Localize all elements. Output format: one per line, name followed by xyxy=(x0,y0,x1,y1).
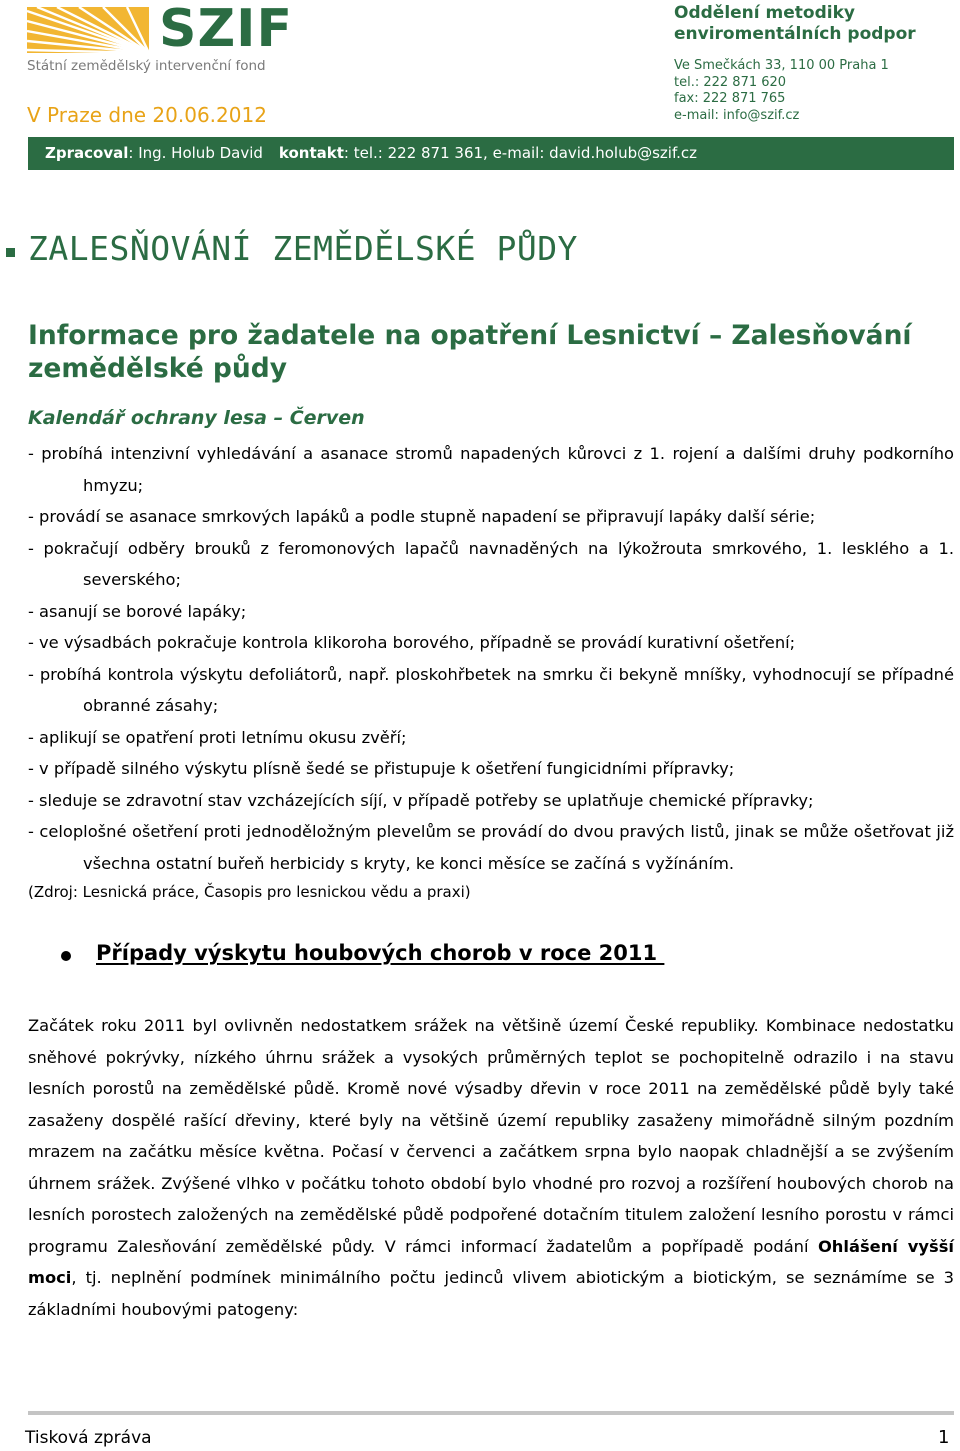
prepared-label: Zpracoval xyxy=(45,144,129,162)
square-bullet-icon xyxy=(6,248,15,257)
contact-block xyxy=(674,58,889,124)
list-item: - provádí se asanace smrkových lapáků a podle stupně napadení se připravují lapáky další série; xyxy=(28,507,816,526)
contact-fax: fax: 222 871 765 xyxy=(674,91,786,106)
page-number: 1 xyxy=(938,1427,950,1448)
paragraph-text-end: , tj. neplnění podmínek minimálního počtu jedinců vlivem abiotickým a biotickým, se seznámíme se 3 základními houbovými patogeny: xyxy=(28,1268,954,1319)
list-item: - sleduje se zdravotní stav vzcházejících síjí, v případě potřeby se uplatňuje chemické přípravky; xyxy=(28,790,814,810)
contact-email[interactable]: e-mail: info@szif.cz xyxy=(674,107,800,123)
list-item: - v případě silného výskytu plísně šedé se přistupuje k ošetření fungicidními přípravky; xyxy=(28,759,735,778)
list-item: - asanují se borové lapáky; xyxy=(28,601,247,621)
contact-address: Ve Smečkách 33, 110 00 Praha 1 xyxy=(674,58,889,73)
author-bar xyxy=(28,137,954,170)
list-item: - celoplošné ošetření proti jednoděložným plevelům se provádí do dvou pravých listů, jinak se může ošetřovat již všechna ostatní buřeň herbicidy s kryty, ke konci měsíce se začíná s vyžínáním. xyxy=(28,822,954,873)
logo-wordmark: SZIF xyxy=(159,0,294,59)
department-name: Oddělení metodiky enviromentálních podpor xyxy=(674,3,916,44)
logo-subtitle: Státní zemědělský intervenční fond xyxy=(27,58,266,74)
szif-logo xyxy=(27,0,294,77)
subtitle: Informace pro žadatele na opatření Lesnictví – Zalesňování zemědělské půdy xyxy=(28,320,912,384)
sun-rays-logo-icon xyxy=(27,7,149,53)
round-bullet-icon xyxy=(61,951,71,961)
list-item: - aplikují se opatření proti letnímu okusu zvěří; xyxy=(28,727,407,747)
prepared-value: : Ing. Holub David xyxy=(128,144,263,162)
calendar-list xyxy=(28,438,954,879)
calendar-heading: Kalendář ochrany lesa – Červen xyxy=(28,407,365,429)
footer-label: Tisková zpráva xyxy=(25,1428,152,1448)
paragraph-text-start: Začátek roku 2011 byl ovlivněn nedostatkem srážek na většině území České republiky. Kombinace nedostatku sněhové pokrývky, nízkého úhrnu srážek a vysokých průměrných teplot se pochopitelně odrazilo i na stavu lesních porostů na zemědělské půdě. Kromě nové výsadby dřevin v roce 2011 na zemědělské půdě byly také zasaženy dospělé rašící dřeviny, které byly na většině území republiky zasaženy mimořádně silným pozdním mrazem na začátku měsíce května. Počasí v červenci a začátkem srpna bylo naopak chladnější a se zvýšením úhrnem srážek. Zvýšené vlhko v počátku tohoto období bylo vhodné pro rozvoj a rozšíření houbových chorob na lesních porostech založených na zemědělské půdě podpořené dotačním titulem založení lesního porostu v rámci programu Zalesňování zemědělské půdy. V rámci informací žadatelům a popřípadě podání xyxy=(28,1016,954,1256)
list-item: - ve výsadbách pokračuje kontrola klikoroha borového, případně se provádí kurativní ošetření; xyxy=(28,633,796,652)
place-date: V Praze dne 20.06.2012 xyxy=(27,103,267,127)
list-item: - probíhá intenzivní vyhledávání a asanace stromů napadených kůrovci z 1. rojení a dalšími druhy podkorního hmyzu; xyxy=(28,444,954,495)
section-heading: Případy výskytu houbových chorob v roce 2011 xyxy=(96,941,665,965)
main-title: ZALESŇOVÁNÍ ZEMĚDĚLSKÉ PŮDY xyxy=(28,229,578,268)
paragraph-bold-term: Ohlášení vyšší moci xyxy=(28,1236,954,1287)
list-item: - probíhá kontrola výskytu defoliátorů, např. ploskohřbetek na smrku či bekyně mníšky, vyhodnocují se případné obranné zásahy; xyxy=(28,664,954,715)
contact-value[interactable]: : tel.: 222 871 361, e-mail: david.holub@szif.cz xyxy=(343,144,698,162)
body-paragraph xyxy=(28,1010,954,1325)
list-item: - pokračují odběry brouků z feromonových lapačů navnaděných na lýkožrouta smrkového, 1. lesklého a 1. severského; xyxy=(28,538,954,589)
footer-divider xyxy=(28,1411,954,1415)
contact-label: kontakt xyxy=(278,144,344,162)
contact-phone: tel.: 222 871 620 xyxy=(674,74,787,90)
source-note: (Zdroj: Lesnická práce, Časopis pro lesnickou vědu a praxi) xyxy=(28,883,471,901)
